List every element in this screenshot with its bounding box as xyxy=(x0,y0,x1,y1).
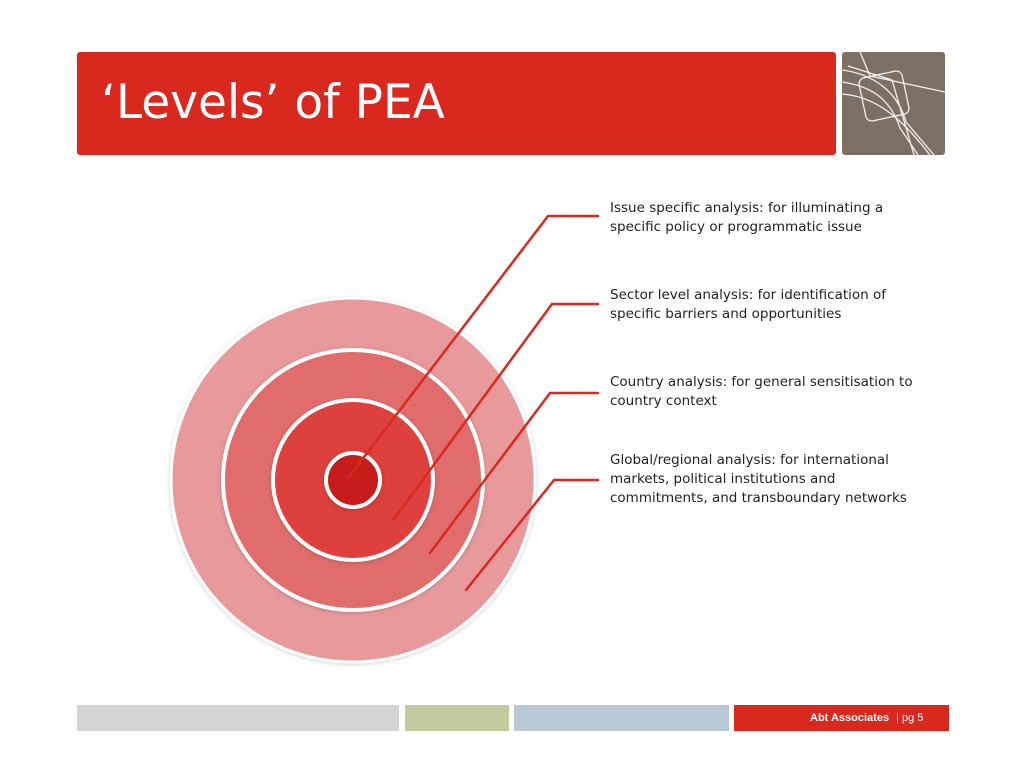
slide-title: ‘Levels’ of PEA xyxy=(101,75,445,130)
level-label-sector: Sector level analysis: for identification of specific barriers and opportunities xyxy=(610,287,887,322)
footer-bar-olive xyxy=(405,705,509,731)
level-label-country: Country analysis: for general sensitisation to country context xyxy=(610,374,913,409)
level-label-issue: Issue specific analysis: for illuminating a specific policy or programmatic issue xyxy=(610,200,884,235)
footer-brand: Abt Associates xyxy=(810,712,890,724)
ring-issue-core xyxy=(326,453,380,507)
page-number: pg 5 xyxy=(902,712,924,724)
footer-separator: | xyxy=(896,712,899,724)
level-label-global: Global/regional analysis: for international markets, political institutions and commitments, and transboundary networks xyxy=(610,452,907,506)
footer-bar-gray xyxy=(77,705,399,731)
footer-brand-bar xyxy=(734,705,949,731)
footer-bar-blue xyxy=(514,705,729,731)
